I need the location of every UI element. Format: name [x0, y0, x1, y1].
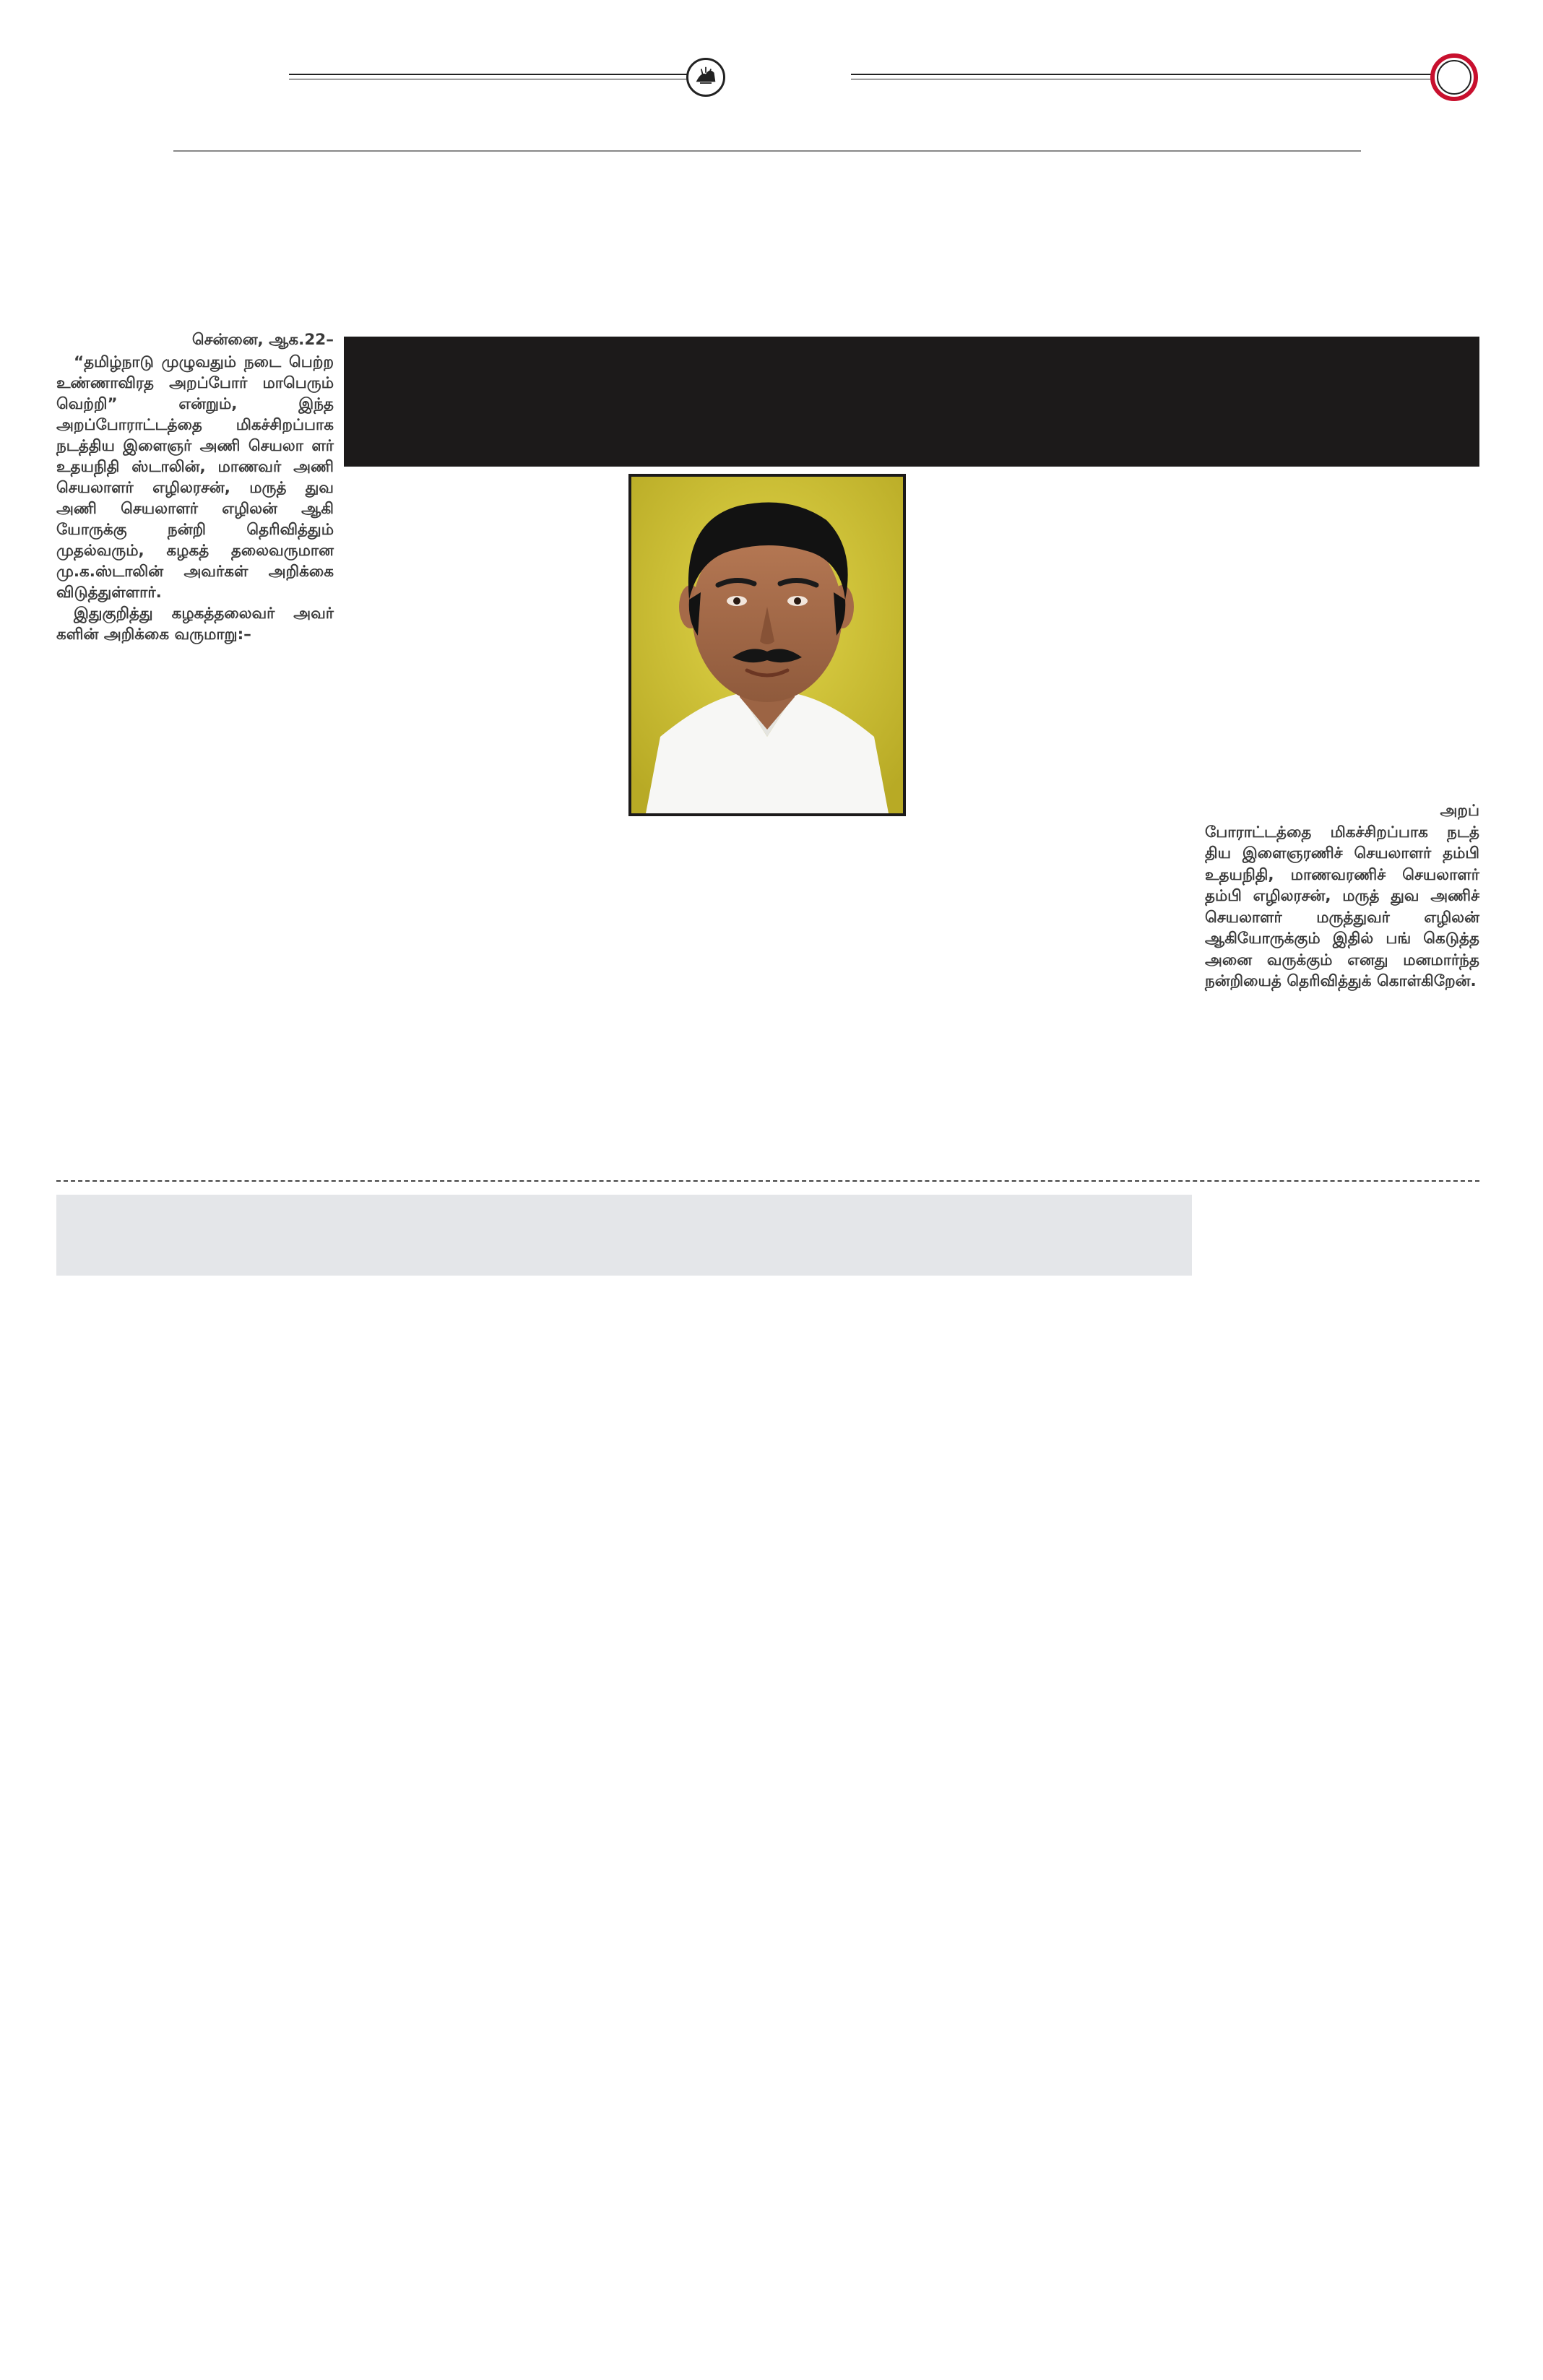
article-paragraph: “தமிழ்நாடு முழுவதும் நடை பெற்ற உண்ணாவிரத அறப்போர் மாபெரும் வெற்றி” என்றும், இந்த அறப்போராட்டத்தை மிகச்சிறப்பாக நடத்திய இளைஞர் அணி செயலா ளர் உதயநிதி ஸ்டாலின், மாணவர் அணி செயலாளர் எழிலரசன், மருத் துவ அணி செயலாளர் எழிலன் ஆகி யோருக்கு நன்றி தெரிவித்தும் முதல்வரும், கழகத் தலைவருமான மு.க.ஸ்டாலின் அவர்கள் அறிக்கை விடுத்துள்ளார்.	[56, 353, 334, 602]
section-dashed-divider	[56, 1180, 1479, 1182]
article-lead-word: அறப்	[1440, 802, 1479, 820]
header-right-rule	[851, 74, 1435, 79]
portrait-photo	[628, 474, 906, 816]
header-left-rule	[289, 74, 688, 79]
headline-banner	[344, 337, 1479, 467]
header-divider	[173, 150, 1361, 152]
left-article-column	[56, 329, 334, 645]
grey-panel	[56, 1195, 1192, 1276]
article-paragraph: இதுகுறித்து கழகத்தலைவர் அவர் களின் அறிக்கை வருமாறு:–	[56, 605, 334, 644]
page-number-circle-icon	[1430, 53, 1478, 101]
dateline: சென்னை, ஆக.22–	[191, 331, 334, 349]
article-paragraph: போராட்டத்தை மிகச்சிறப்பாக நடத் திய இளைஞரணிச் செயலாளர் தம்பி உதயநிதி, மாணவரணிச் செயலாளர் தம்பி எழிலரசன், மருத் துவ அணிச் செயலாளர் மருத்துவர் எழிலன் ஆகியோருக்கும் இதில் பங் கெடுத்த அனை வருக்கும் எனது மனமார்ந்த நன்றியைத் தெரிவித்துக் கொள்கிறேன்.	[1205, 823, 1479, 990]
rising-sun-emblem-icon	[686, 58, 725, 97]
right-article-column	[1205, 800, 1479, 992]
